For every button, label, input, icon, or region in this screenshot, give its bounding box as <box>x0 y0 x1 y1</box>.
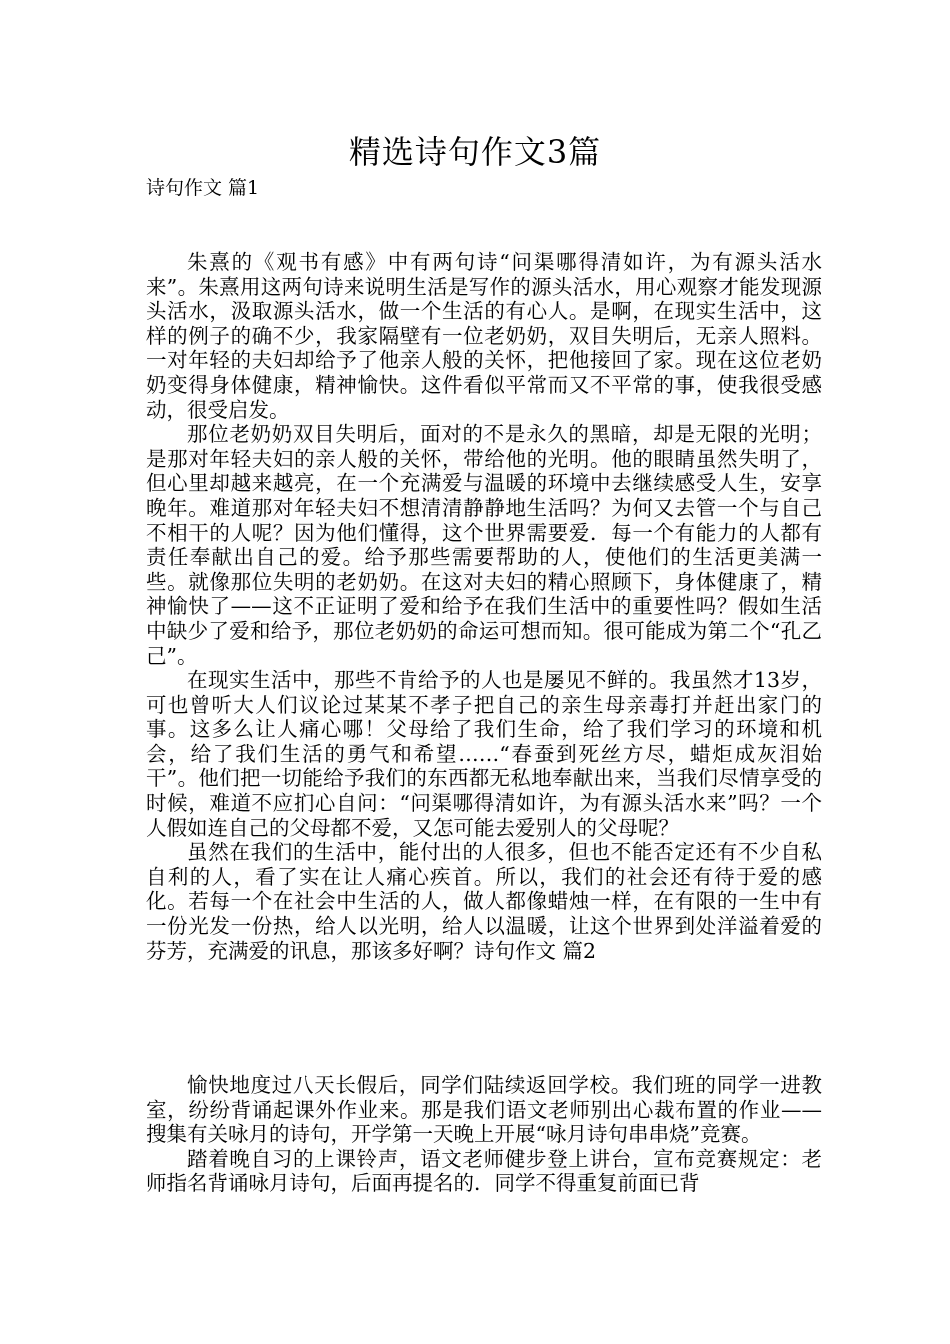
section-1-body <box>146 250 822 963</box>
section-2-body <box>146 1073 822 1196</box>
paragraph-text: 虽然在我们的生活中，能付出的人很多，但也不能否定还有不少自私自利的人，看了实在让人痛心疾首。所以，我们的社会还有待于爱的感化。若每一个在社会中生活的人，做人都像蜡烛一样，在有限的一生中有一份光发一份热，给人以光明，给人以温暖，让这个世界到处洋溢着爱的芬芳，充满爱的讯息，那该多好啊？ <box>146 840 822 963</box>
section-1-label: 诗句作文 篇1 <box>146 177 260 199</box>
paragraph: 朱熹的《观书有感》中有两句诗“问渠哪得清如许，为有源头活水来”。朱熹用这两句诗来说明生活是写作的源头活水，用心观察才能发现源头活水，汲取源头活水，做一个生活的有心人。是啊，在现实生活中，这样的例子的确不少，我家隔壁有一位老奶奶，双目失明后，无亲人照料。一对年轻的夫妇却给予了他亲人般的关怀，把他接回了家。现在这位老奶奶变得身体健康，精神愉快。这件看似平常而又不平常的事，使我很受感动，很受启发。 <box>146 250 822 422</box>
paragraph: 在现实生活中，那些不肯给予的人也是屡见不鲜的。我虽然才13岁，可也曾听大人们议论过某某不孝子把自己的亲生母亲毒打并赶出家门的事。这多么让人痛心哪！父母给了我们生命，给了我们学习的环境和机会，给了我们生活的勇气和希望……“春蚕到死丝方尽，蜡炬成灰泪始干”。他们把一切能给予我们的东西都无私地奉献出来，当我们尽情享受的时候，难道不应扪心自问：“问渠哪得清如许，为有源头活水来”吗？一个人假如连自己的父母都不爱，又怎可能去爱别人的父母呢？ <box>146 668 822 840</box>
section-2-label: 诗句作文 篇2 <box>474 938 597 963</box>
document-title: 精选诗句作文3篇 <box>348 133 602 171</box>
paragraph: 愉快地度过八天长假后，同学们陆续返回学校。我们班的同学一进教室，纷纷背诵起课外作业来。那是我们语文老师别出心裁布置的作业——搜集有关咏月的诗句，开学第一天晚上开展“咏月诗句串串烧”竞赛。 <box>146 1073 822 1147</box>
paragraph: 那位老奶奶双目失明后，面对的不是永久的黑暗，却是无限的光明；是那对年轻夫妇的亲人般的关怀，带给他的光明。他的眼睛虽然失明了，但心里却越来越亮，在一个充满爱与温暖的环境中去继续感受人生，安享晚年。难道那对年轻夫妇不想清清静静地生活吗？为何又去管一个与自己不相干的人呢？因为他们懂得，这个世界需要爱．每一个有能力的人都有责任奉献出自己的爱。给予那些需要帮助的人，使他们的生活更美满一些。就像那位失明的老奶奶。在这对夫妇的精心照顾下，身体健康了，精神愉快了——这不正证明了爱和给予在我们生活中的重要性吗？假如生活中缺少了爱和给予，那位老奶奶的命运可想而知。很可能成为第二个“孔乙己”。 <box>146 422 822 668</box>
paragraph <box>146 840 822 963</box>
paragraph: 踏着晚自习的上课铃声，语文老师健步登上讲台，宣布竞赛规定：老师指名背诵咏月诗句，后面再提名的．同学不得重复前面已背 <box>146 1146 822 1196</box>
